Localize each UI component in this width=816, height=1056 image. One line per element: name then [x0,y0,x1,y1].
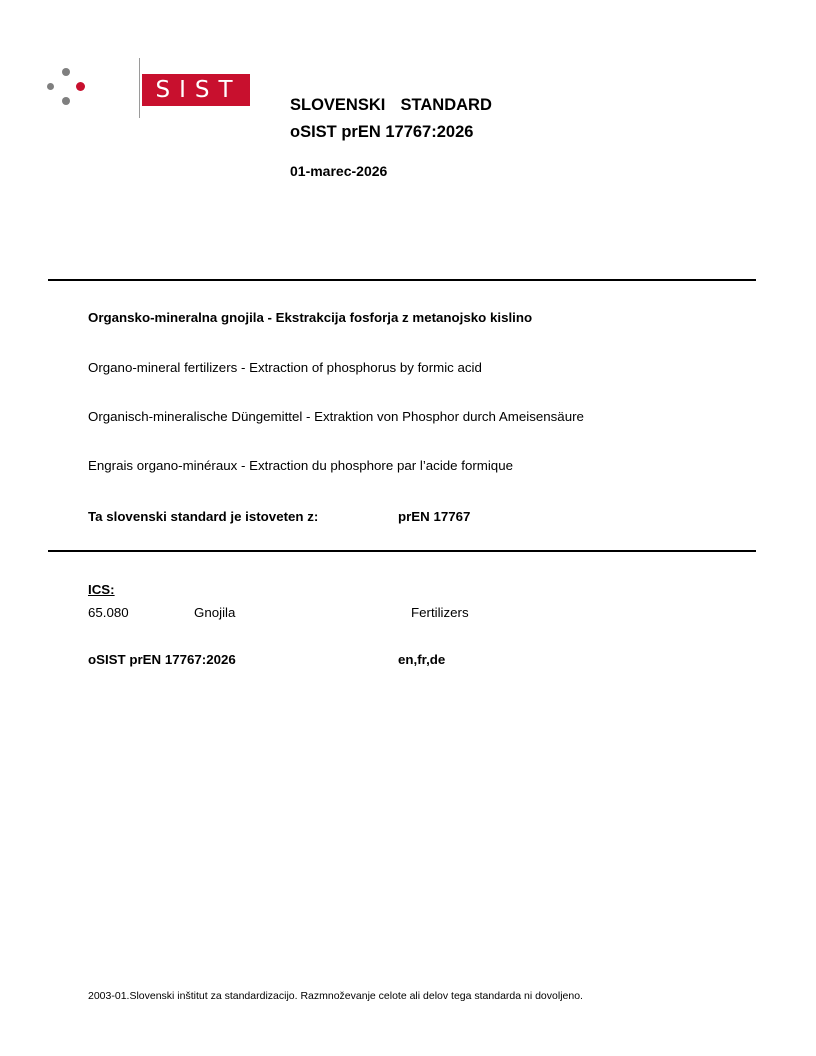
title-english: Organo-mineral fertilizers - Extraction of phosphorus by formic acid [88,360,482,375]
bottom-rule [48,550,756,552]
logo-divider [139,58,140,118]
title-slovenian: Organsko-mineralna gnojila - Ekstrakcija fosforja z metanojsko kislino [88,310,533,325]
ics-slovenian: Gnojila [194,605,236,620]
document-type-title: SLOVENSKI STANDARD [290,96,492,114]
logo-box [142,74,250,106]
summary-languages: en,fr,de [398,652,446,667]
identity-value: prEN 17767 [398,509,471,524]
sist-logo [46,66,242,120]
logo-dot-bottom [62,97,70,105]
logo-dot-right [76,82,85,91]
logo-text: SIST [155,77,242,103]
ics-code: 65.080 [88,605,129,620]
identity-label: Ta slovenski standard je istoveten z: [88,509,319,524]
standard-code: oSIST prEN 17767:2026 [290,123,474,141]
title-french: Engrais organo-minéraux - Extraction du phosphore par l’acide formique [88,458,513,473]
publication-date: 01-marec-2026 [290,163,388,179]
summary-code: oSIST prEN 17767:2026 [88,652,236,667]
logo-dot-top [62,68,70,76]
ics-heading: ICS: [88,582,115,597]
title-german: Organisch-mineralische Düngemittel - Extraktion von Phosphor durch Ameisensäure [88,409,584,424]
top-rule [48,279,756,281]
copyright-footer: 2003-01.Slovenski inštitut za standardizacijo. Razmnoževanje celote ali delov tega standarda ni dovoljeno. [88,990,583,1002]
logo-dot-left [47,83,54,90]
ics-english: Fertilizers [411,605,469,620]
